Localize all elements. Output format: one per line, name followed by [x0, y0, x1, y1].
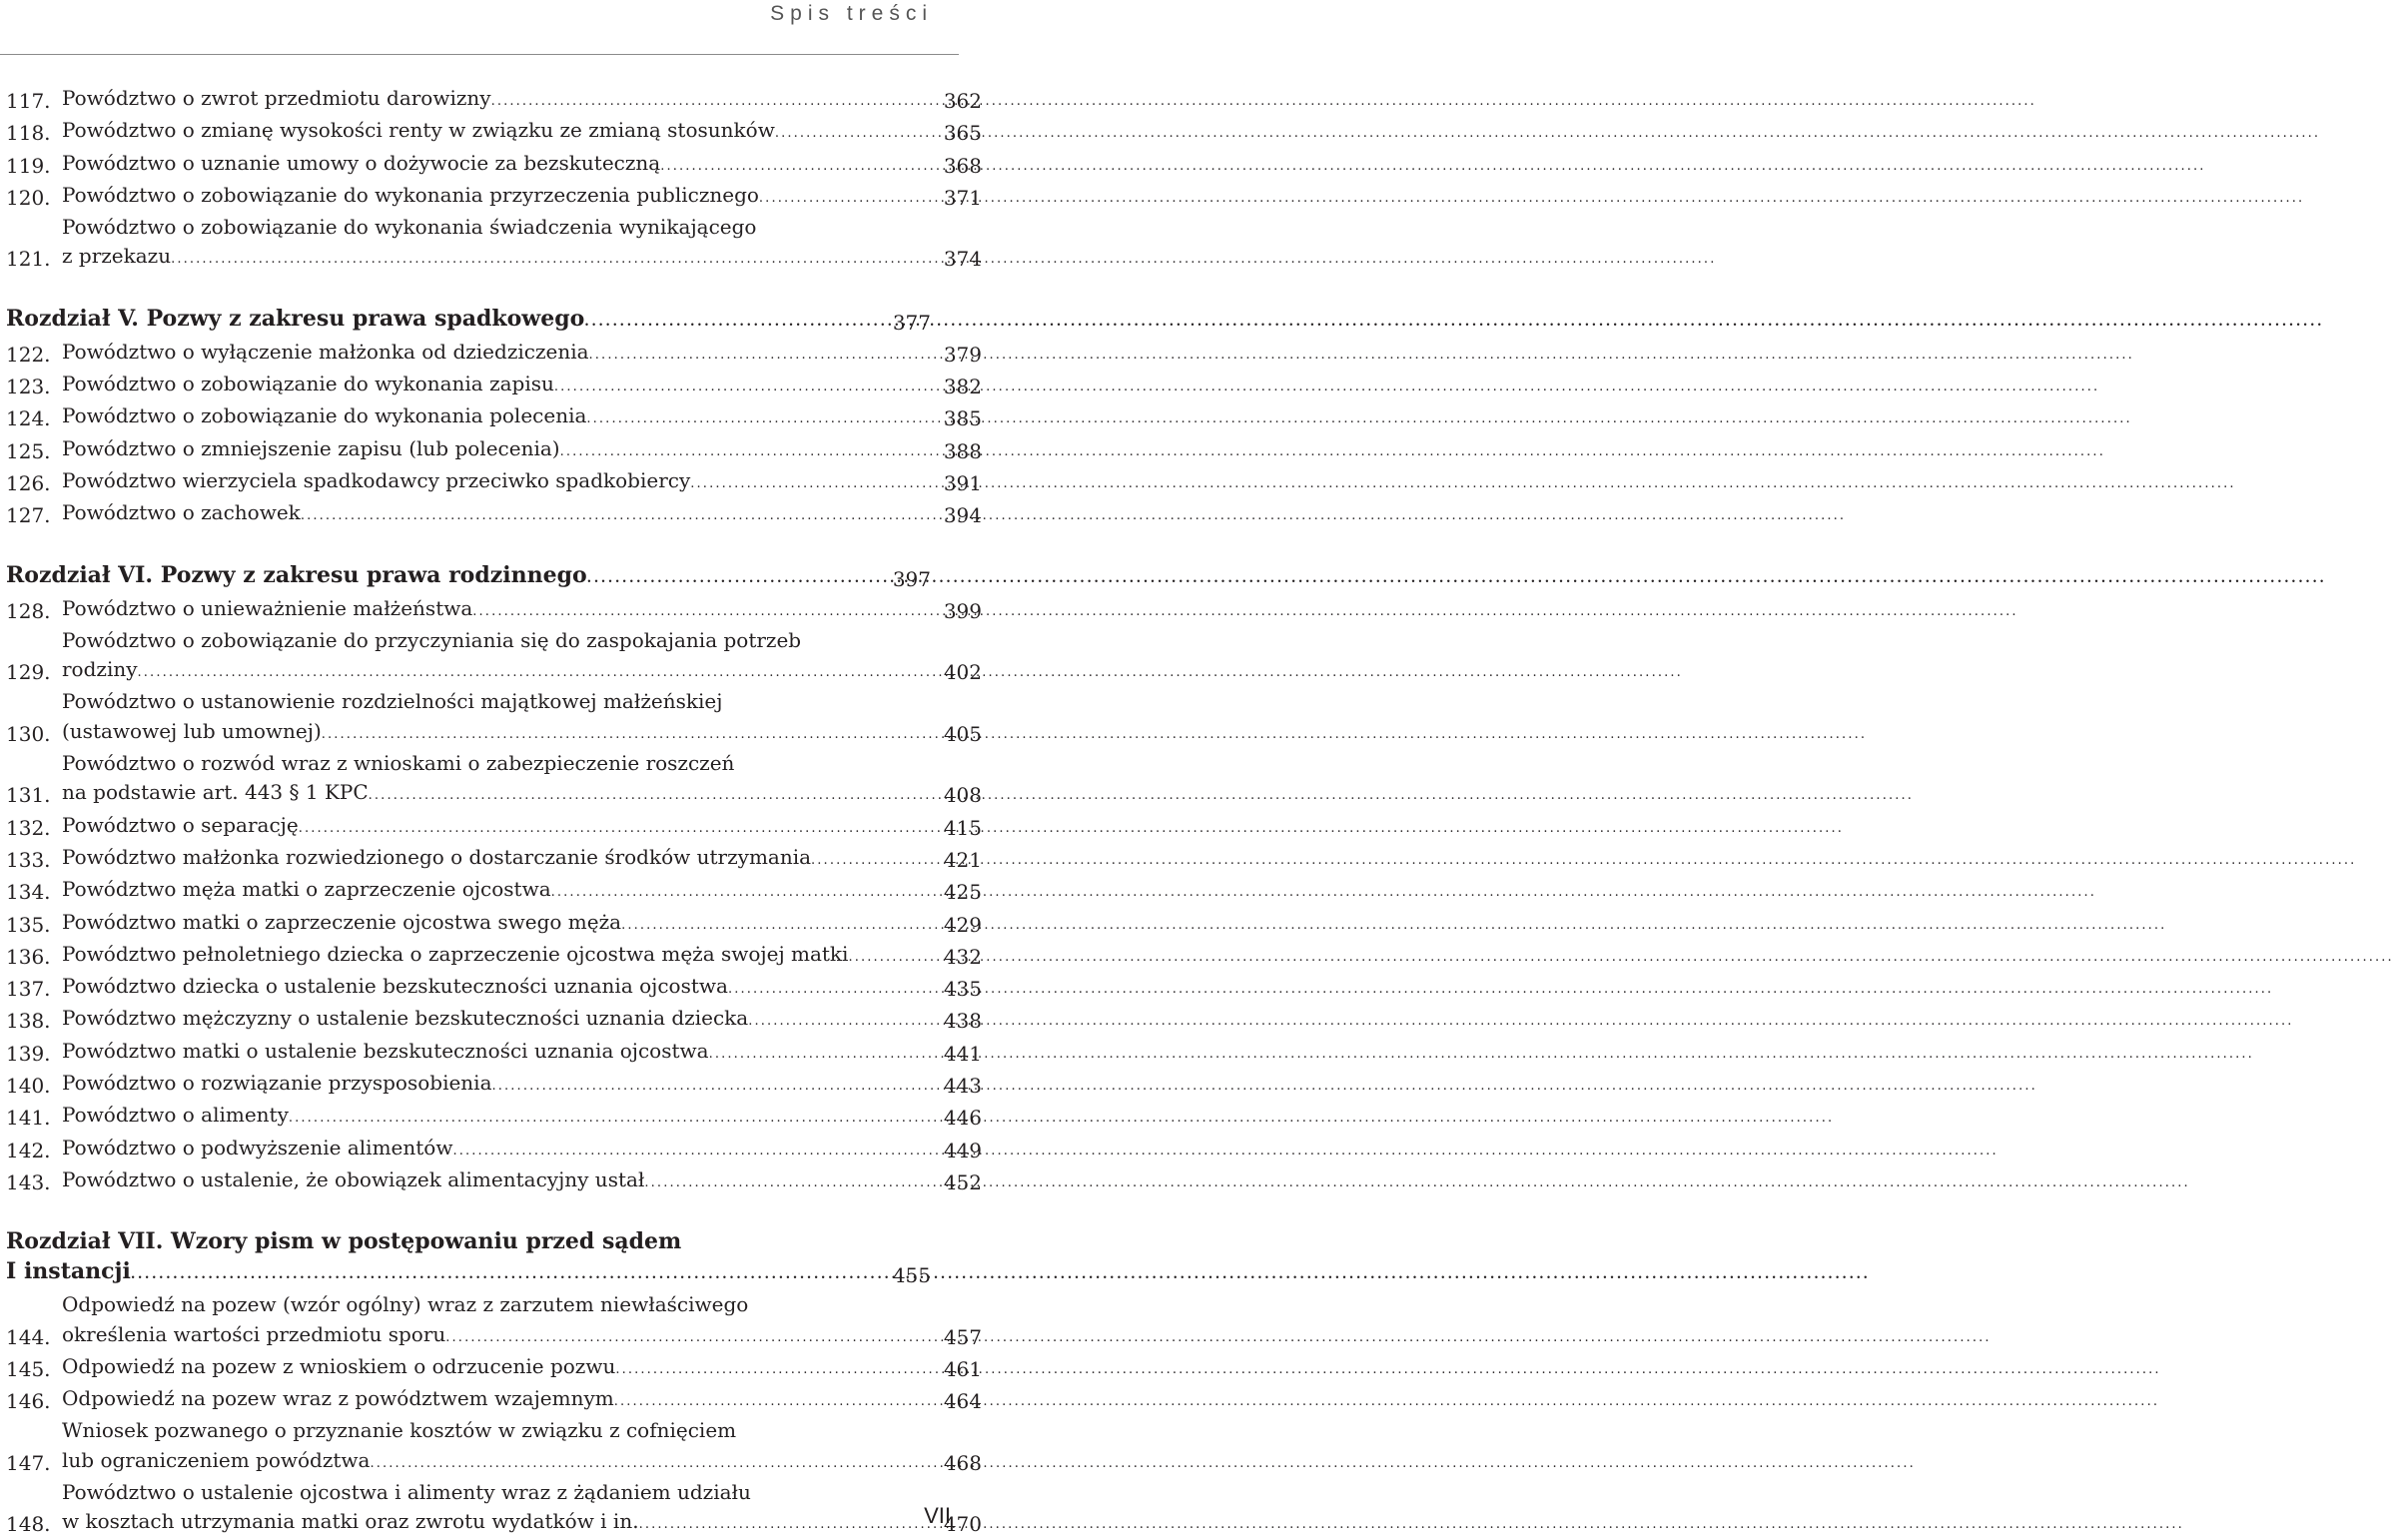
toc-entry-page: 385 [943, 406, 982, 431]
toc-entry-title-line: z przekazu [62, 244, 172, 269]
toc-entry[interactable] [6, 908, 982, 940]
toc-entry-page: 379 [943, 342, 982, 367]
toc-entry[interactable] [6, 434, 982, 466]
toc-entry-number: 136. [6, 944, 51, 969]
toc-entry-page: 452 [943, 1169, 982, 1194]
toc-entry-title-line: Powództwo o zobowiązanie do wykonania polecenia [62, 403, 587, 428]
toc-entry-title-line: Powództwo o rozwód wraz z wnioskami o zabezpieczenie roszczeń [62, 751, 735, 776]
toc-entry[interactable] [6, 626, 982, 688]
toc-entry-title-last [62, 498, 854, 530]
toc-entry[interactable] [6, 498, 982, 530]
toc-entry-title-last [62, 811, 854, 843]
toc-entry-title-last [6, 560, 854, 594]
toc-entry[interactable] [6, 466, 982, 498]
dot-leader [589, 338, 2131, 370]
toc-entry-number: 124. [6, 406, 51, 431]
toc-entry-title-line: Rozdział V. Pozwy z zakresu prawa spadkowego [6, 305, 585, 332]
toc-entry-page: 371 [943, 185, 982, 210]
toc-entry-title-line: Powództwo o alimenty [62, 1103, 289, 1128]
toc-entry-title-last [6, 304, 854, 338]
toc-entry-page: 374 [943, 247, 982, 272]
toc-entry-title [62, 84, 910, 116]
toc-entry-number: 139. [6, 1041, 51, 1066]
toc-entry[interactable] [6, 811, 982, 843]
dot-leader [660, 149, 2202, 181]
dot-leader [131, 1256, 1867, 1290]
toc-entry-title-line: Powództwo o zmianę wysokości renty w związku ze zmianą stosunków [62, 118, 775, 143]
toc-entry-page: 443 [943, 1074, 982, 1099]
toc-entry-title-last [62, 338, 854, 370]
dot-leader [369, 778, 1911, 810]
toc-entry-title-line: Powództwo o ustanowienie rozdzielności majątkowej małżeńskiej [62, 689, 723, 714]
toc-entry-title-last [62, 1037, 854, 1069]
toc-entry-page: 464 [943, 1389, 982, 1414]
toc-entry-title-last [62, 1446, 854, 1478]
chapter-title [6, 1226, 859, 1290]
toc-entry[interactable] [6, 1069, 982, 1101]
toc-entry-title-line: Rozdział VII. Wzory pism w postępowaniu przed sądem [6, 1228, 682, 1255]
toc-entry-title [62, 843, 910, 875]
toc-entry-page: 446 [943, 1106, 982, 1131]
toc-entry-title-line: Powództwo matki o ustalenie bezskuteczności uznania ojcostwa [62, 1038, 709, 1063]
toc-entry-title [62, 908, 910, 940]
dot-leader [554, 370, 2096, 401]
dot-leader [299, 811, 1841, 843]
toc-entry-title [62, 626, 910, 688]
dot-leader [370, 1446, 1912, 1478]
toc-entry-page: 461 [943, 1356, 982, 1381]
toc-entry-title [62, 181, 910, 213]
toc-entry-title-last [62, 655, 854, 687]
dot-leader [560, 434, 2102, 466]
toc-entry-page: 405 [943, 721, 982, 746]
chapter-heading-5[interactable] [6, 304, 931, 338]
toc-entry-page: 429 [943, 912, 982, 937]
dot-leader [472, 594, 2014, 626]
toc-entry-title-line: Powództwo wierzyciela spadkodawcy przeciwko spadkobiercy [62, 467, 691, 492]
toc-entry-number: 117. [6, 89, 51, 113]
toc-entry-title-line: Odpowiedź na pozew z wnioskiem o odrzucenie pozwu [62, 1353, 616, 1378]
dot-leader [289, 1101, 1831, 1133]
toc-entry-page: 435 [943, 977, 982, 1002]
chapter-heading-6[interactable] [6, 560, 931, 594]
toc-entry-title [62, 434, 910, 466]
toc-entry[interactable] [6, 401, 982, 433]
dot-leader [759, 181, 2301, 213]
toc-entry-number: 133. [6, 847, 51, 872]
toc-entry-title-line: Powództwo o zobowiązanie do wykonania świadczenia wynikającego [62, 215, 757, 240]
chapter-title [6, 304, 859, 338]
toc-entry-title-last [62, 1352, 854, 1384]
toc-entry-title-line: Powództwo o zmniejszenie zapisu (lub polecenia) [62, 435, 560, 460]
dot-leader [644, 1165, 2186, 1197]
toc-entry-title [62, 466, 910, 498]
toc-entry-number: 121. [6, 247, 51, 272]
toc-entry-title-line: Powództwo pełnoletniego dziecka o zaprzeczenie ojcostwa męża swojej matki [62, 941, 849, 966]
toc-group [6, 338, 982, 531]
toc-entry-page: 362 [943, 89, 982, 113]
toc-entry-number: 147. [6, 1450, 51, 1475]
toc-entry-title-line: Powództwo o ustalenie, że obowiązek alimentacyjny ustał [62, 1166, 645, 1191]
toc-entry-title-line: Powództwo o uznanie umowy o dożywocie za bezskuteczną [62, 150, 661, 175]
toc-entry-page: 402 [943, 660, 982, 685]
toc-entry-title-line: Rozdział VI. Pozwy z zakresu prawa rodzinnego [6, 561, 587, 588]
toc-entry-page: 365 [943, 121, 982, 146]
toc-entry-page: 368 [943, 153, 982, 178]
toc-entry-number: 123. [6, 375, 51, 399]
toc-entry-title [62, 1101, 910, 1133]
toc-entry-title [62, 875, 910, 907]
toc-entry-title-last [62, 1165, 854, 1197]
toc-entry[interactable] [6, 181, 982, 213]
toc-entry[interactable] [6, 940, 982, 972]
toc-entry-title-line: Powództwo o zobowiązanie do wykonania przyrzeczenia publicznego [62, 182, 759, 207]
toc-entry-number: 144. [6, 1324, 51, 1349]
toc-entry[interactable] [6, 1134, 982, 1165]
toc-entry-title [62, 1004, 910, 1036]
toc-entry-page: 468 [943, 1450, 982, 1475]
toc-entry-title-last [62, 149, 854, 181]
toc-entry-page: 388 [943, 438, 982, 463]
dot-leader [615, 1352, 2157, 1384]
toc-entry-title-last [62, 940, 854, 972]
dot-leader [551, 875, 2093, 907]
toc-entry-title [62, 213, 910, 275]
toc-entry-number: 148. [6, 1512, 51, 1537]
toc-entry[interactable] [6, 972, 982, 1004]
toc-entry-page: 391 [943, 470, 982, 495]
dot-leader [322, 717, 1864, 749]
toc-entry-number: 135. [6, 912, 51, 937]
toc-entry[interactable] [6, 149, 982, 181]
toc-entry-number: 146. [6, 1389, 51, 1414]
dot-leader [445, 1320, 1988, 1352]
toc-entry-title [62, 1290, 910, 1352]
toc-entry-number: 143. [6, 1169, 51, 1194]
toc-entry-number: 119. [6, 153, 51, 178]
toc-entry[interactable] [6, 1037, 982, 1069]
toc-entry-title-line: Powództwo o separację [62, 812, 299, 837]
toc-entry-page: 421 [943, 847, 982, 872]
toc-entry-title-last [62, 434, 854, 466]
toc-entry-page: 394 [943, 503, 982, 528]
chapter-page: 377 [892, 310, 931, 335]
toc-entry-number: 129. [6, 660, 51, 685]
toc-entry[interactable] [6, 84, 982, 116]
toc-entry-number: 138. [6, 1009, 51, 1034]
header-rule [0, 54, 959, 55]
toc-entry-title [62, 687, 910, 749]
dot-leader [491, 84, 2033, 116]
toc-entry-title-line: Powództwo o unieważnienie małżeństwa [62, 595, 473, 620]
running-header: Spis treści [770, 2, 933, 25]
toc-entry-title-line: określenia wartości przedmiotu sporu [62, 1321, 446, 1346]
toc-entry[interactable] [6, 213, 982, 275]
toc-entry-number: 141. [6, 1106, 51, 1131]
toc-entry-number: 120. [6, 185, 51, 210]
toc-entry-title-line: Powództwo męża matki o zaprzeczenie ojcostwa [62, 877, 551, 902]
toc-entry-title [62, 338, 910, 370]
toc-entry-number: 125. [6, 438, 51, 463]
toc-entry-number: 118. [6, 121, 51, 146]
toc-entry-title [62, 1384, 910, 1416]
toc-entry-title-last [62, 242, 854, 274]
toc-entry-title-last [62, 908, 854, 940]
toc-entry-page: 441 [943, 1041, 982, 1066]
toc-entry-title-last [62, 717, 854, 749]
toc-entry-title-last [62, 1069, 854, 1101]
toc-group [6, 84, 982, 275]
toc-entry-title-last [62, 181, 854, 213]
toc-entry[interactable] [6, 875, 982, 907]
dot-leader [775, 116, 2317, 148]
dot-leader [584, 304, 2320, 338]
toc-entry-title-last [62, 1134, 854, 1165]
toc-entry-title-last [62, 1507, 854, 1539]
dot-leader [452, 1134, 1994, 1165]
toc-entry[interactable] [6, 116, 982, 148]
toc-entry-number: 145. [6, 1356, 51, 1381]
chapter-title [6, 560, 859, 594]
toc-entry-title [62, 498, 910, 530]
toc-entry-title [62, 1134, 910, 1165]
chapter-heading-7[interactable] [6, 1226, 931, 1290]
toc-entry-title-line: Wniosek pozwanego o przyznanie kosztów w związku z cofnięciem [62, 1418, 737, 1443]
toc-entry[interactable] [6, 687, 982, 749]
toc-entry-number: 127. [6, 503, 51, 528]
toc-entry-number: 132. [6, 815, 51, 840]
toc-entry[interactable] [6, 1384, 982, 1416]
toc-entry-title-line: Powództwo o zobowiązanie do przyczyniania się do zaspokajania potrzeb [62, 627, 802, 652]
toc-entry[interactable] [6, 1290, 982, 1352]
toc-entry-title-line: w kosztach utrzymania matki oraz zwrotu wydatków i in. [62, 1509, 639, 1534]
toc-entry-title-line: Powództwo o ustalenie ojcostwa i alimenty wraz z żądaniem udziału [62, 1479, 751, 1504]
page-number: VII [924, 1503, 951, 1528]
toc-entry-title [62, 370, 910, 401]
toc-entry-title-line: lub ograniczeniem powództwa [62, 1447, 371, 1472]
toc-entry-title-line: I instancji [6, 1258, 131, 1285]
toc-entry-title-last [62, 370, 854, 401]
toc-entry-number: 142. [6, 1138, 51, 1162]
dot-leader [587, 560, 2323, 594]
toc-entry-page: 470 [943, 1512, 982, 1537]
toc-entry[interactable] [6, 1101, 982, 1133]
toc-entry-page: 382 [943, 375, 982, 399]
toc-entry-page: 438 [943, 1009, 982, 1034]
dot-leader [639, 1507, 2181, 1539]
toc-entry-title [62, 940, 910, 972]
toc-entry-title-line: Odpowiedź na pozew (wzór ogólny) wraz z zarzutem niewłaściwego [62, 1292, 749, 1317]
toc-entry-title-last [62, 466, 854, 498]
toc-entry-title-last [62, 972, 854, 1004]
dot-leader [492, 1069, 2034, 1101]
toc-entry-page: 399 [943, 598, 982, 623]
chapter-page: 397 [892, 566, 931, 591]
toc-entry-title-line: rodziny [62, 657, 138, 682]
toc-group [6, 594, 982, 1198]
dot-leader [614, 1384, 2156, 1416]
toc-entry-title [62, 1069, 910, 1101]
toc-entry-number: 128. [6, 598, 51, 623]
toc-entry-title-line: Powództwo o rozwiązanie przysposobienia [62, 1071, 492, 1096]
toc-entry[interactable] [6, 1416, 982, 1478]
toc-entry-title [62, 1478, 910, 1540]
dot-leader [848, 940, 2390, 972]
toc-entry-title-line: Powództwo małżonka rozwiedzionego o dostarczanie środków utrzymania [62, 844, 812, 869]
toc-entry-title-last [62, 401, 854, 433]
toc-entry-page: 449 [943, 1138, 982, 1162]
toc-entry-title-line: Powództwo matki o zaprzeczenie ojcostwa swego męża [62, 909, 622, 934]
toc-entry-page: 457 [943, 1324, 982, 1349]
toc-entry[interactable] [6, 749, 982, 811]
toc-entry[interactable] [6, 1004, 982, 1036]
toc-entry-number: 140. [6, 1074, 51, 1099]
dot-leader [138, 655, 1680, 687]
table-of-contents [6, 84, 982, 1540]
toc-entry-title [62, 972, 910, 1004]
toc-entry-title-last [62, 843, 854, 875]
toc-entry-title-last [6, 1256, 854, 1290]
toc-entry-title-last [62, 1101, 854, 1133]
toc-entry-title [62, 401, 910, 433]
toc-entry-title-line: Powództwo o wyłączenie małżonka od dziedziczenia [62, 339, 589, 364]
toc-entry-page: 408 [943, 783, 982, 808]
toc-entry-page: 425 [943, 880, 982, 905]
toc-entry-title-last [62, 1320, 854, 1352]
toc-entry-page: 432 [943, 944, 982, 969]
toc-entry-title-line: Powództwo o zwrot przedmiotu darowizny [62, 86, 491, 110]
toc-entry-title-line: Powództwo o zachowek [62, 500, 301, 525]
toc-entry-title [62, 594, 910, 626]
toc-entry[interactable] [6, 338, 982, 370]
toc-entry[interactable] [6, 370, 982, 401]
toc-entry-number: 134. [6, 880, 51, 905]
toc-entry-title-last [62, 84, 854, 116]
toc-entry-title-line: Odpowiedź na pozew wraz z powództwem wzajemnym [62, 1386, 614, 1411]
dot-leader [586, 401, 2128, 433]
chapter-page: 455 [892, 1263, 931, 1288]
toc-entry-title [62, 1165, 910, 1197]
toc-entry-number: 137. [6, 977, 51, 1002]
toc-entry-title [62, 1352, 910, 1384]
toc-entry[interactable] [6, 594, 982, 626]
toc-entry-title-line: (ustawowej lub umownej) [62, 718, 322, 743]
toc-entry-title-last [62, 594, 854, 626]
dot-leader [621, 908, 2163, 940]
toc-entry-title-line: Powództwo o podwyższenie alimentów [62, 1135, 453, 1159]
toc-entry-title-last [62, 875, 854, 907]
toc-entry-title [62, 1037, 910, 1069]
toc-entry[interactable] [6, 1165, 982, 1197]
toc-entry-title [62, 749, 910, 811]
toc-entry-title-last [62, 1384, 854, 1416]
toc-entry-number: 130. [6, 721, 51, 746]
toc-entry-title [62, 1416, 910, 1478]
toc-entry-page: 415 [943, 815, 982, 840]
dot-leader [811, 843, 2353, 875]
toc-entry[interactable] [6, 843, 982, 875]
toc-entry-title-last [62, 1004, 854, 1036]
toc-entry-title-last [62, 778, 854, 810]
toc-entry-number: 126. [6, 470, 51, 495]
toc-entry-title [62, 149, 910, 181]
toc-entry[interactable] [6, 1352, 982, 1384]
toc-entry-number: 131. [6, 783, 51, 808]
toc-entry-title-line: Powództwo dziecka o ustalenie bezskuteczności uznania ojcostwa [62, 974, 728, 999]
dot-leader [301, 498, 1843, 530]
toc-entry-title-last [62, 116, 854, 148]
toc-entry-title [62, 811, 910, 843]
toc-entry-number: 122. [6, 342, 51, 367]
toc-entry-title-line: na podstawie art. 443 § 1 KPC [62, 780, 369, 805]
toc-entry-title-line: Powództwo o zobowiązanie do wykonania zapisu [62, 372, 554, 396]
toc-entry-title-line: Powództwo mężczyzny o ustalenie bezskuteczności uznania dziecka [62, 1006, 749, 1031]
toc-entry-title [62, 116, 910, 148]
